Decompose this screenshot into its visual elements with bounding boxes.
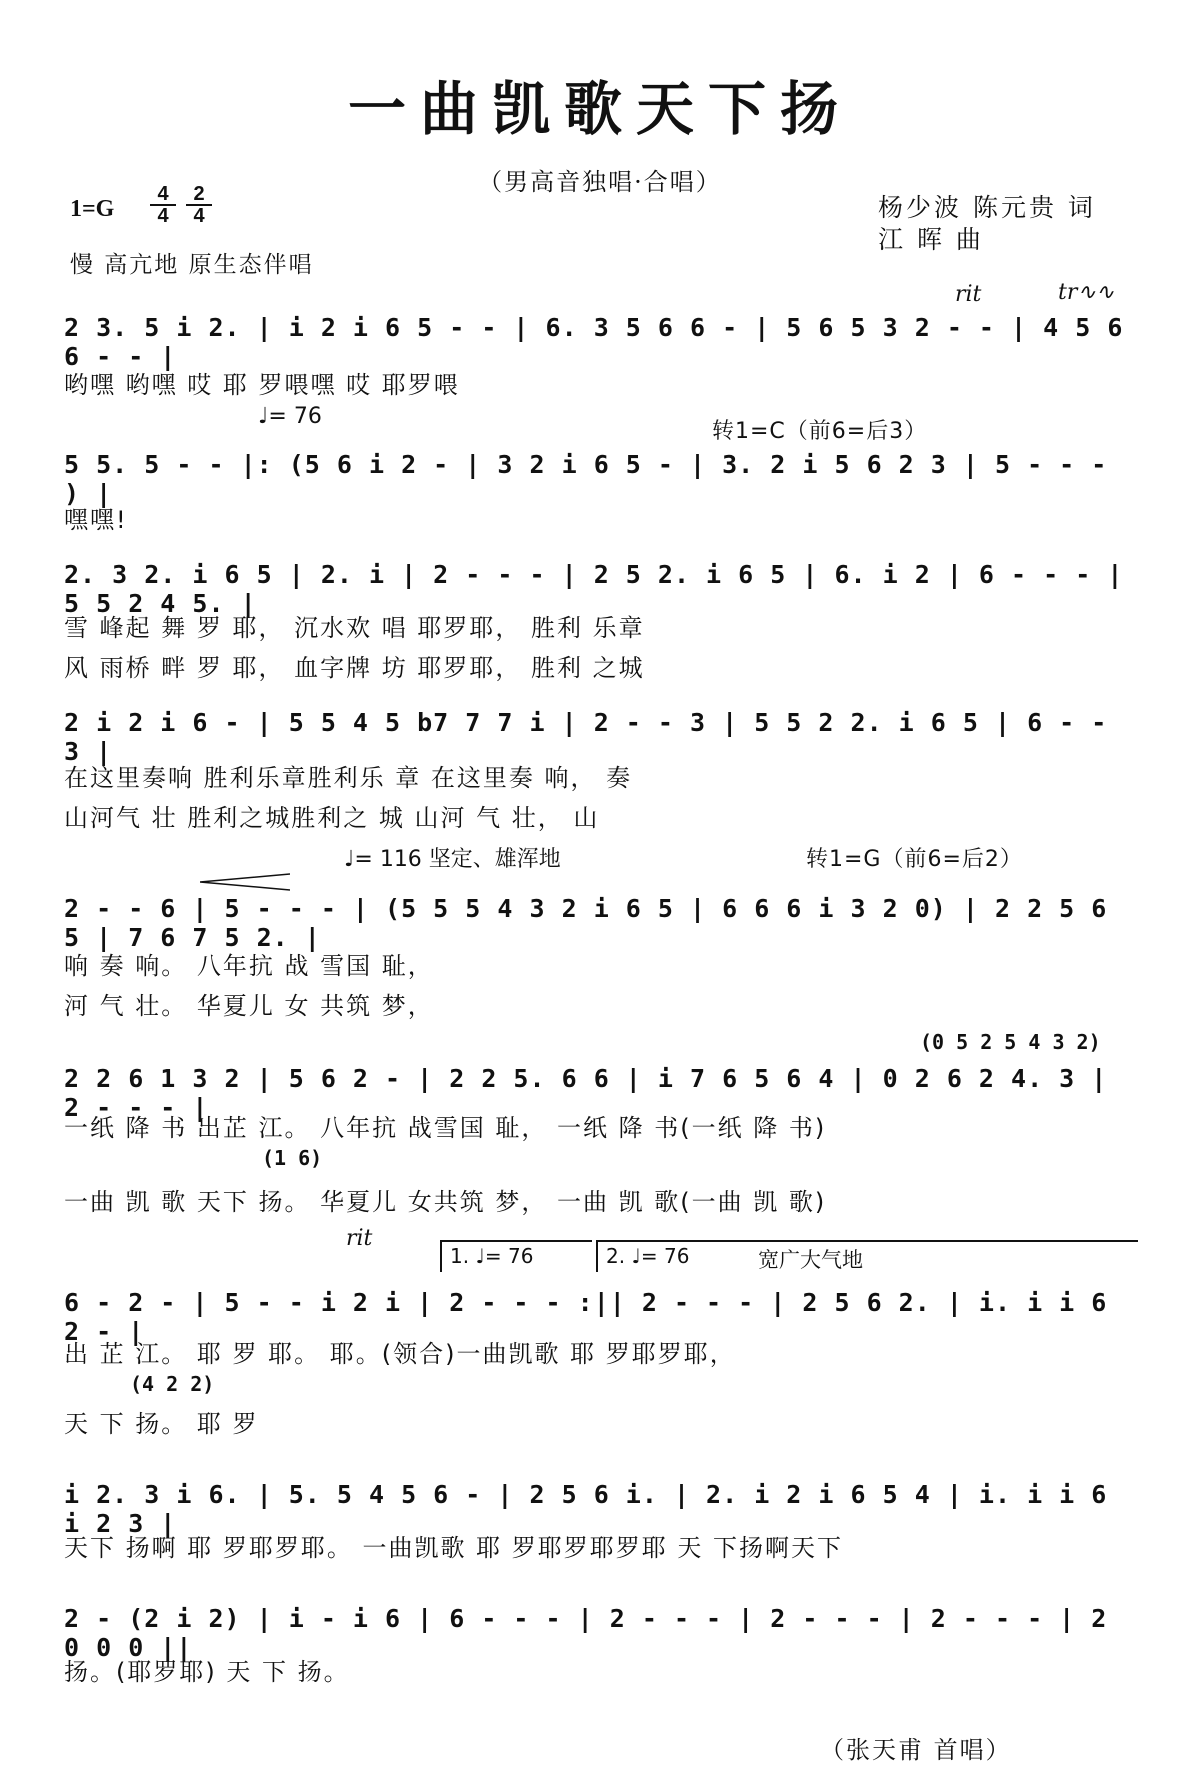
lyrics-row-4a: 在这里奏响 胜利乐章胜利乐 章 在这里奏 响， 奏	[64, 764, 633, 792]
lyrics-row-5a: 响 奏 响。 八年抗 战 雪国 耻，	[64, 952, 434, 980]
jianpu-notes: 2 2 6 1 3 2 | 5 6 2 - | 2 2 5. 6 6 | i 7 6 5 6 4 | 0 2 6 2 4. 3 | 2 - - - |	[64, 1064, 1108, 1122]
score-row-2	[64, 442, 1134, 508]
variant-notes: (1 6)	[262, 1146, 323, 1170]
lyrics-row-5b: 河 气 壮。 华夏儿 女 共筑 梦，	[64, 992, 434, 1020]
lyrics-row-2: 嘿嘿!	[64, 506, 128, 534]
lyrics-row-1: 哟嘿 哟嘿 哎 耶 罗喂嘿 哎 耶罗喂	[64, 371, 460, 399]
score-row-3	[64, 552, 1134, 618]
jianpu-notes: 2. 3 2. i 6 5 | 2. i | 2 - - - | 2 5 2. i 6 5 | 6. i 2 | 6 - - - | 5 5 2 4 5. |	[64, 560, 1124, 618]
jianpu-notes: 2 3. 5 i 2. | i 2 i 6 5 - - | 6. 3 5 6 6 - | 5 6 5 3 2 - - | 4 5 6 6 - - |	[64, 313, 1124, 371]
key-signature: 1=G	[70, 196, 115, 222]
second-ending-bracket: 2. ♩= 76 宽广大气地	[596, 1240, 1138, 1272]
first-ending-bracket: 1. ♩= 76	[440, 1240, 592, 1272]
composer-credit: 江 晖 曲	[878, 225, 984, 254]
rit-marking: rit	[955, 282, 982, 307]
score-row-7	[64, 1280, 1134, 1346]
lyrics-row-7b: 天 下 扬。 耶 罗	[64, 1410, 259, 1438]
time-signature-2-4: 2 4	[186, 184, 212, 226]
variant-notes-2: (4 2 2)	[130, 1372, 215, 1396]
score-row-9	[64, 1596, 1134, 1662]
tempo-marking-116: ♩= 116 坚定、雄浑地	[344, 847, 561, 872]
lyrics-row-6a: 一纸 降 书 出芷 江。 八年抗 战雪国 耻， 一纸 降 书(一纸 降 书)	[64, 1114, 827, 1142]
score-row-6	[64, 1056, 1134, 1122]
expression-marking: 慢 高亢地 原生态伴唱	[70, 252, 314, 278]
modulation-marking: 转1=C（前6=后3）	[712, 419, 928, 444]
score-row-4	[64, 700, 1134, 766]
lyrics-row-7a: 出 芷 江。 耶 罗 耶。 耶。(领合)一曲凯歌 耶 罗耶罗耶，	[64, 1340, 736, 1368]
lyrics-row-3b: 风 雨桥 畔 罗 耶， 血字牌 坊 耶罗耶， 胜利 之城	[64, 654, 645, 682]
modulation-marking-g: 转1=G（前6=后2）	[806, 847, 1023, 872]
song-subtitle: （男高音独唱·合唱）	[478, 168, 722, 196]
jianpu-notes: 2 - (2 i 2) | i - i 6 | 6 - - - | 2 - - - | 2 - - - | 2 - - - | 2 0 0 0 ||	[64, 1604, 1108, 1662]
score-row-5	[64, 886, 1134, 952]
tempo-marking: ♩= 76	[258, 404, 322, 429]
score-row-8	[64, 1472, 1134, 1538]
expression-kuanguang: 宽广大气地	[758, 1248, 863, 1272]
score-row-1	[64, 305, 1134, 371]
premiere-credit: （张天甫 首唱）	[820, 1736, 1012, 1764]
trill-marking: tr∿∿	[1058, 280, 1115, 305]
lyrics-row-4b: 山河气 壮 胜利之城胜利之 城 山河 气 壮， 山	[64, 804, 600, 832]
lyrics-row-3a: 雪 峰起 舞 罗 耶， 沉水欢 唱 耶罗耶， 胜利 乐章	[64, 614, 645, 642]
jianpu-notes: 2 - - 6 | 5 - - - | (5 5 5 4 3 2 i 6 5 | 6 6 6 i 3 2 0) | 2 2 5 6 5 | 7 6 7 5 2. |	[64, 894, 1108, 952]
jianpu-notes: 2 i 2 i 6 - | 5 5 4 5 b7 7 7 i | 2 - - 3 | 5 5 2 2. i 6 5 | 6 - - 3 |	[64, 708, 1108, 766]
lyrics-row-9: 扬。(耶罗耶) 天 下 扬。	[64, 1658, 350, 1686]
time-signature-4-4: 4 4	[150, 184, 176, 226]
lyricist-credit: 杨少波 陈元贵 词	[878, 193, 1096, 222]
song-title: 一曲凯歌天下扬	[347, 75, 852, 143]
lyrics-row-8: 天下 扬啊 耶 罗耶罗耶。 一曲凯歌 耶 罗耶罗耶罗耶 天 下扬啊天下	[64, 1534, 844, 1562]
lyrics-row-6b: 一曲 凯 歌 天下 扬。 华夏儿 女共筑 梦， 一曲 凯 歌(一曲 凯 歌)	[64, 1188, 827, 1216]
rit-marking-2: rit	[346, 1226, 373, 1251]
jianpu-notes: 5 5. 5 - - |: (5 6 i 2 - | 3 2 i 6 5 - | 3. 2 i 5 6 2 3 | 5 - - - ) |	[64, 450, 1108, 508]
jianpu-notes: 6 - 2 - | 5 - - i 2 i | 2 - - - :|| 2 - - - | 2 5 6 2. | i. i i 6 2 - |	[64, 1288, 1108, 1346]
harmony-notes: (0 5 2 5 4 3 2)	[920, 1030, 1101, 1054]
jianpu-notes: i 2. 3 i 6. | 5. 5 4 5 6 - | 2 5 6 i. | 2. i 2 i 6 5 4 | i. i i 6 i 2 3 |	[64, 1480, 1108, 1538]
